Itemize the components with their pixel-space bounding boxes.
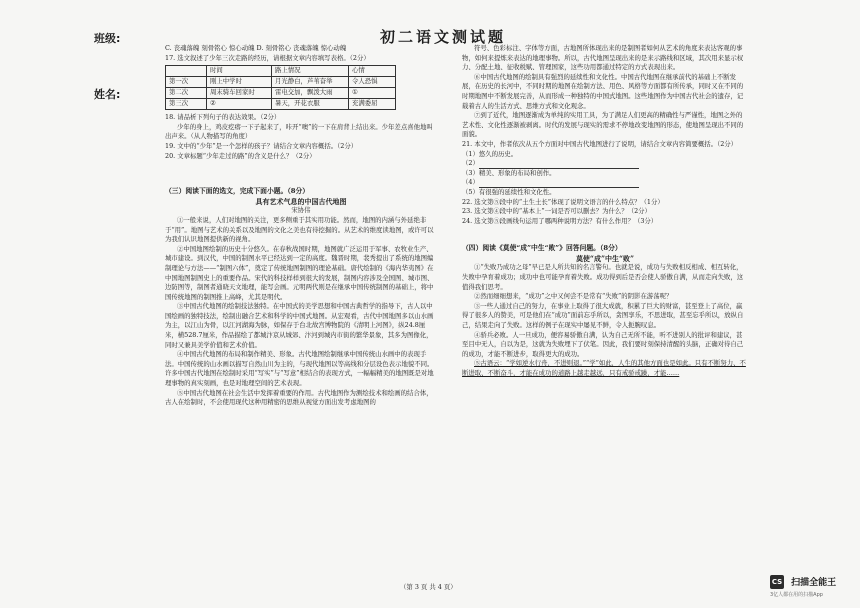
- q21-item: （5）有很强的延续性和文化性。: [462, 187, 556, 196]
- table-cell: ①: [349, 88, 396, 99]
- article-author: 宋协伟: [291, 206, 311, 215]
- q21-item: （1）悠久的历史。: [462, 149, 518, 158]
- table-cell: 路上情况: [272, 66, 349, 77]
- table-row: [166, 88, 396, 99]
- scanner-subtitle: 3亿人都在用的扫描App: [770, 592, 823, 598]
- table-cell: 暑天，开花衣服: [272, 99, 349, 110]
- table-cell: [166, 66, 207, 77]
- question-18-text: 少年的身上，鸡皮疙瘩一下子起来了，咔开“噢”的一下在肩背上结出来。少年差点喜他地叫出声来。（从人物描写的角度）: [165, 122, 433, 141]
- article-4-title: 莫使“成”中生“败”: [575, 253, 635, 263]
- table-row: [166, 99, 396, 110]
- article-paragraph: 符号、色彩标注、字体等方面，古地图所体现出来的是制图者如何从艺术的角度来表达客观的事物，如何来提炼来表达的地理事物。所以，古代地图呈现出来的是来示路线和区域，其次用来显示权力、分配土地、征收税赋、管理国家，这些功用都通过特定的方式表现出来。: [462, 44, 744, 72]
- table-cell: 令人恐惧: [349, 77, 396, 88]
- table-cell: 雷电交加，飘泼大雨: [272, 88, 349, 99]
- article-paragraph: ③一些人通过自己的努力，在事业上取得了很大成就，积累了巨大的财富，甚至登上了高位，赢得了很多人的赞美，可是他们在“成功”面前忘乎所以，贪图享乐，不思进取，甚至忘乎所以，放纵自己，结果走向了失败。这样的例子在现实中屡见不鲜，令人扼腕叹息。: [462, 301, 744, 330]
- article-title: 具有艺术气息的中国古代地图: [255, 196, 347, 206]
- table-row: [166, 77, 396, 88]
- article-paragraph: ②然而细细想来，“成功”之中又何尝不是常有“失败”的阴影在游荡呢？: [474, 292, 673, 301]
- q21-item: （3）精美、形象的布局和创作。: [462, 168, 556, 177]
- question-22: 22. 选文第⑤段中的“土生土长”体现了说明文语言的什么特点？（1分）: [462, 197, 664, 206]
- article-paragraph: ⑤古语云：“学如逆水行舟，不进则退。”“学”如此，人生的其他方面也是如此。只有不断努力、不断进取、不断奋斗，才能在成功的道路上越走越远，只有戒骄戒躁，才能……: [462, 359, 746, 377]
- answer-blank[interactable]: [479, 179, 639, 188]
- page-title: 初二语文测试题: [380, 28, 507, 46]
- scanner-watermark: [770, 571, 836, 598]
- answer-blank[interactable]: [479, 160, 639, 169]
- right-column: [462, 44, 748, 379]
- table-cell: 第一次: [166, 77, 207, 88]
- article-paragraph: ②中国地图绘制的历史十分悠久。在春秋战国时期，地图就广泛运用于军事、农牧业生产、城市建设。到汉代，中国的制图水平已经达到一定的高度。魏晋时期，裴秀提出了系统的地图编制理论与方法——“制图六体”，奠定了传统地图制图的理论基础。唐代绘制的《海内华夷图》在中国地图制图史上的重要作品。宋代的科技样样到很大的发展，制图内容涉及全国图、城市图、边防图等，制图者通晓天文地理，能写会画。元明两代则是在继承中国传统制图的基础上，将中国传统地图的制图推上高峰，尤其是明代。: [165, 244, 434, 301]
- q21-item: [462, 159, 748, 169]
- article-paragraph: ①“失败乃成功之母”早已是人所共知的名言警句。也就是说，成功与失败相反相成、相互转化，失败中孕育着成功；成功中也可能孕育着失败。成功得到后是否会使人骄傲自满，从而走向失败，这值得我们思考。: [462, 263, 744, 291]
- page-footer: （第 3 页 共 4 页）: [400, 583, 457, 591]
- section-4-heading: （四）阅读《莫使“成”中生“败”》回答问题。（8分）: [462, 244, 622, 253]
- q21-item: [462, 178, 748, 188]
- question-17: 17. 选文叙述了少年三次走路的经历，请根据文章内容填写表格。（2分）: [165, 53, 370, 62]
- class-label: 班级:: [94, 32, 121, 45]
- table-cell: 刚上中学时: [207, 77, 272, 88]
- table-cell: 第三次: [166, 99, 207, 110]
- question-19: 19. 文中的“少年”是一个怎样的孩子？请结合文章内容概括。（2分）: [165, 141, 358, 150]
- q21-item-label: （4）: [462, 178, 479, 187]
- scanner-name: 扫描全能王: [791, 578, 837, 588]
- table-header-row: [166, 66, 396, 77]
- q21-item-label: （2）: [462, 159, 479, 168]
- question-21: 21. 本文中，作者依次从五个方面对中国古代地图进行了说明，请结合文章内容简要概括。（2分）: [462, 139, 738, 148]
- article-paragraph: ④骄兵必败。人一旦成功，便容易骄傲自满，认为自己无所不能，听不进别人的批评和建议，甚至目中无人，自以为是，这就为失败埋下了伏笔。因此，我们要时刻保持清醒的头脑，正确对待自己的成功，才能不断进步，取得更大的成功。: [462, 330, 744, 358]
- table-cell: 心情: [349, 66, 396, 77]
- options-cd: C. 丧魂落魄 刻骨铭心 惊心动魄 D. 刻骨铭心 丧魂落魄 惊心动魄: [165, 44, 347, 52]
- table-cell: 时间: [207, 66, 272, 77]
- article-paragraph: ③中国古代地图的绘制技法独特。在中国式的美学思想和中国古典哲学的指导下，古人以中国绘画的独特技法，绘制出融合艺术和科学的中国式地图。从宏观看，古代中国地图多以山水画为主，以江山为骨，以江河湖海为脉，如保存于台北故宫博物院的《清明上河图》，纵24.8厘米，横528.7厘米，作品描绘了都城汴京从城郊、汴河到城内市街的繁华景象，其多为图像化，同时又兼具美学价值和艺术价值。: [165, 302, 434, 349]
- table-cell: ②: [207, 99, 272, 110]
- article-paragraph: ①一般来说，人们对地图的关注，更多侧重于其实用功能。然而，地图的内涵与外延绝非于“用”。地图与艺术的关系以及地图的文化之美也有待挖掘的。从艺术的维度读地图，或许可以为我们认识地图提供新的视角。: [165, 215, 434, 244]
- q17-table: [165, 65, 396, 110]
- question-18: 18. 请品析下列句子的表达效果。（2分）: [165, 113, 281, 122]
- question-24: 24. 选文第⑤段画线句运用了哪两种说明方法？有什么作用？（3分）: [462, 216, 658, 225]
- article-paragraph: ④中国古代地图的布局和制作精美、形象。古代地图绘制继承中国传统山水画中的表现手法。中国传统的山水画以描写自然山川为主的，与现代地图以等高线和分层设色表示地貌不同。许多中国古代地图在绘制时采用“写实”与“写意”相结合的表现方式，一幅幅精美的地图既是对地理事物的真实刻画，也是对地理空间的艺术表现。: [165, 350, 434, 388]
- table-cell: 第二次: [166, 88, 207, 99]
- name-label: 姓名:: [94, 88, 121, 101]
- left-column: [165, 44, 437, 408]
- question-23: 23. 选文第④段中的“基本上”一词是否可以删去？为什么？（2分）: [462, 207, 651, 216]
- table-cell: 充满委屈: [349, 99, 396, 110]
- table-cell: 周末骑车回家时: [207, 88, 272, 99]
- article-paragraph: ⑦到了近代，地图逐渐成为单纯的实用工具，为了满足人们更高的精确性与严谨性，地图之外的艺术性、文化性逐渐被剥离。时代的发展与现实的需求不停地改变地图的形态，使地图呈现出不同的面貌。: [462, 111, 744, 139]
- section-3-heading: （三）阅读下面的选文，完成下面小题。（8分）: [165, 187, 310, 196]
- scanner-logo-icon: CS: [770, 575, 784, 589]
- question-20: 20. 文章标题“少年走过的路”的含义是什么？（2分）: [165, 151, 316, 160]
- article-paragraph: ⑥中国古代地图的绘制具有强烈的延续性和文化性。中国古代地图在继承前代的基础上不断发展，在历史的长河中，不同时期的地图在绘制方法、用色、风格等方面都有所传承，同时又在不同的时期地图中不断发展完善，从而形成一种独特的中国式地图。这些地图作为中国古代社会的遗存，记载着古人的生活方式、思维方式和文化观念。: [462, 72, 744, 110]
- table-cell: 月光静白，芦苇奋举: [272, 77, 349, 88]
- article-paragraph: ⑤中国古代地图在社会生活中发挥着重要的作用。古代地图作为测绘技术和绘画的结合体，古人在绘制时，不会使用现代这种用精密的思维从视觉方面出发考虑地图的: [165, 388, 433, 407]
